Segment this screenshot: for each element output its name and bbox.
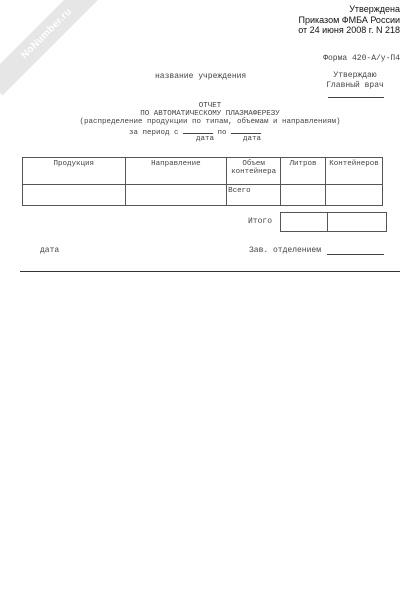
period-end-blank <box>231 126 261 134</box>
date-label-1: дата <box>196 135 215 143</box>
itogo-row <box>281 213 387 232</box>
cell-total-label: Всего <box>227 185 281 206</box>
cell-liters[interactable] <box>281 185 326 206</box>
approval-line-1: Утверждена <box>349 4 400 14</box>
period-start-blank <box>183 126 213 134</box>
approval-line-3: от 24 июня 2008 г. N 218 <box>298 25 400 35</box>
form-number: Форма 420-А/у-П4 <box>323 54 400 63</box>
head-signature-line <box>327 254 384 255</box>
itogo-table <box>280 212 387 232</box>
cell-product[interactable] <box>23 185 126 206</box>
cell-direction[interactable] <box>125 185 227 206</box>
period-to-label: по <box>217 129 227 137</box>
approve-title: Главный врач <box>326 80 384 90</box>
table-header-row <box>23 158 383 185</box>
header-container-volume: Объем контейнера <box>227 158 281 185</box>
date-label-2: дата <box>243 135 262 143</box>
period-from-label: за период с <box>129 129 179 137</box>
bottom-divider <box>20 271 400 272</box>
itogo-containers-cell[interactable] <box>328 213 387 232</box>
report-title: ОТЧЕТ <box>198 102 222 110</box>
header-direction: Направление <box>125 158 227 185</box>
watermark-ribbon: NoNumber.ru <box>0 0 109 96</box>
header-liters: Литров <box>281 158 326 185</box>
table-row <box>23 185 383 206</box>
institution-label: название учреждения <box>155 72 247 81</box>
footer-date-label: дата <box>40 246 60 255</box>
approve-word: Утверждаю <box>333 71 377 80</box>
approve-block <box>320 71 390 90</box>
report-description: (распределение продукции по типам, объемам и направлениям) <box>79 118 341 126</box>
approval-block <box>298 4 400 36</box>
header-containers: Контейнеров <box>326 158 383 185</box>
report-subtitle: ПО АВТОМАТИЧЕСКОМУ ПЛАЗМАФЕРЕЗУ <box>140 110 280 118</box>
itogo-liters-cell[interactable] <box>281 213 328 232</box>
header-product: Продукция <box>23 158 126 185</box>
production-table <box>22 157 383 206</box>
cell-containers[interactable] <box>326 185 383 206</box>
head-of-department-label: Зав. отделением <box>249 246 322 255</box>
itogo-label: Итого <box>248 217 273 226</box>
chief-signature-line <box>328 97 384 98</box>
approval-line-2: Приказом ФМБА России <box>298 14 400 25</box>
